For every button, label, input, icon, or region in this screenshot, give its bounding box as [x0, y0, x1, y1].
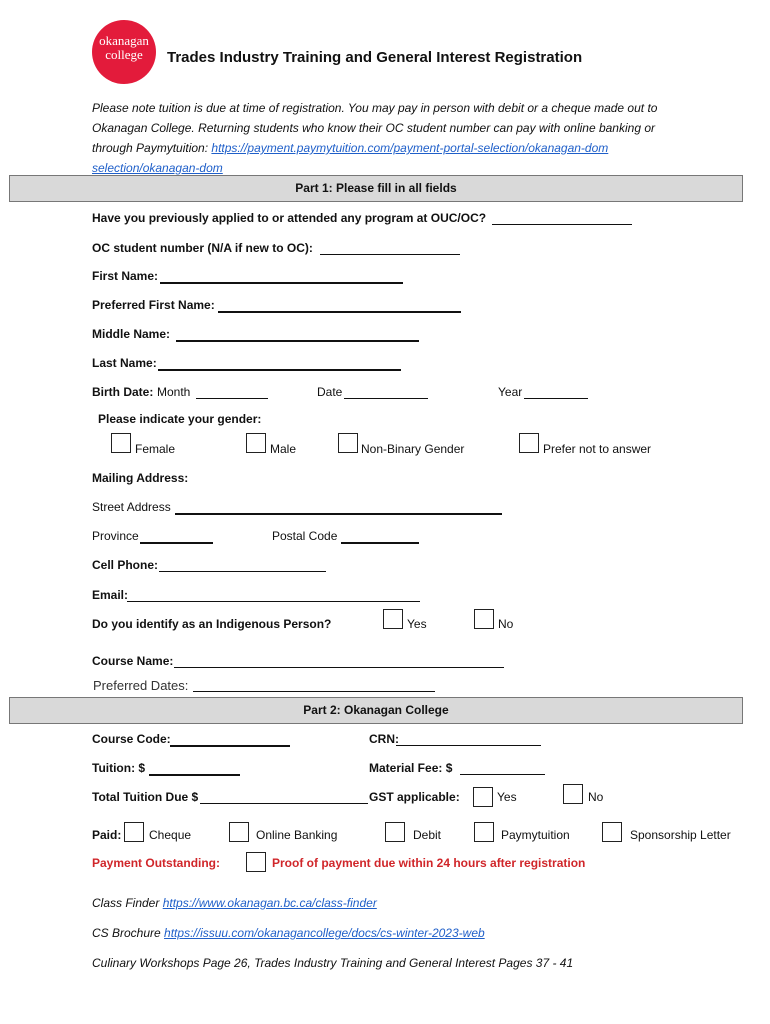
paid-label: Paid:: [92, 828, 122, 842]
paymytuition-link[interactable]: https://payment.paymytuition.com/payment-portal-selection/okanagan-dom selection/okanagan-dom: [92, 141, 609, 175]
indigenous-yes-label: Yes: [407, 617, 427, 631]
email-field[interactable]: [127, 601, 420, 602]
preferred-first-name-field[interactable]: [218, 311, 461, 313]
prefer-not-label: Prefer not to answer: [543, 442, 652, 456]
total-tuition-label: Total Tuition Due $: [92, 790, 199, 804]
student-number-field[interactable]: [320, 254, 460, 255]
gst-yes-checkbox[interactable]: [473, 787, 493, 807]
debit-checkbox[interactable]: [385, 822, 405, 842]
postal-code-label: Postal Code: [272, 529, 338, 543]
postal-code-field[interactable]: [341, 542, 419, 544]
pages-note: Culinary Workshops Page 26, Trades Industry Training and General Interest Pages 37 - 41: [92, 956, 574, 970]
proof-of-payment-note: Proof of payment due within 24 hours after registration: [272, 856, 586, 870]
female-checkbox[interactable]: [111, 433, 131, 453]
middle-name-field[interactable]: [176, 340, 419, 342]
course-code-field[interactable]: [170, 745, 290, 747]
gst-label: GST applicable:: [369, 790, 460, 804]
non-binary-checkbox[interactable]: [338, 433, 358, 453]
male-label: Male: [270, 442, 297, 456]
indigenous-no-checkbox[interactable]: [474, 609, 494, 629]
online-banking-checkbox[interactable]: [229, 822, 249, 842]
course-name-field[interactable]: [174, 667, 504, 668]
last-name-label: Last Name:: [92, 356, 157, 370]
year-field[interactable]: [524, 398, 588, 399]
crn-label: CRN:: [369, 732, 399, 746]
material-fee-field[interactable]: [460, 774, 545, 775]
class-finder-link[interactable]: https://www.okanagan.bc.ca/class-finder: [162, 896, 377, 910]
tuition-label: Tuition: $: [92, 761, 146, 775]
sponsorship-letter-label: Sponsorship Letter: [630, 828, 731, 842]
indigenous-yes-checkbox[interactable]: [383, 609, 403, 629]
gender-prompt: Please indicate your gender:: [98, 412, 262, 426]
province-field[interactable]: [140, 542, 213, 544]
okanagan-college-logo: [92, 20, 156, 84]
class-finder-line: [92, 896, 377, 910]
non-binary-label: Non-Binary Gender: [361, 442, 465, 456]
birth-date-label: Birth Date:: [92, 385, 154, 399]
student-number-label: OC student number (N/A if new to OC):: [92, 241, 313, 255]
applied-question: Have you previously applied to or attended any program at OUC/OC?: [92, 211, 487, 225]
preferred-first-name-label: Preferred First Name:: [92, 298, 215, 312]
logo-line1: okanagan: [99, 33, 149, 48]
year-label: Year: [498, 385, 523, 399]
crn-field[interactable]: [396, 745, 541, 746]
first-name-label: First Name:: [92, 269, 159, 283]
cheque-label: Cheque: [149, 828, 192, 842]
intro-text: Please note tuition is due at time of registration. You may pay in person with debit or a cheque made out to Okanagan College. Returning students who know their OC student number can pay with online banking or through Paymytuition:: [92, 101, 658, 155]
street-address-label: Street Address: [92, 500, 171, 514]
sponsorship-letter-checkbox[interactable]: [602, 822, 622, 842]
preferred-dates-label: Preferred Dates:: [93, 678, 189, 693]
last-name-field[interactable]: [158, 369, 401, 371]
total-tuition-field[interactable]: [200, 803, 368, 804]
month-label: Month: [157, 385, 191, 399]
logo-line2: college: [105, 47, 143, 62]
middle-name-label: Middle Name:: [92, 327, 171, 341]
applied-field[interactable]: [492, 224, 632, 225]
course-name-label: Course Name:: [92, 654, 174, 668]
brochure-link[interactable]: https://issuu.com/okanagancollege/docs/cs-winter-2023-web: [164, 926, 485, 940]
class-finder-label: Class Finder: [92, 896, 160, 910]
email-label: Email:: [92, 588, 129, 602]
mailing-address-label: Mailing Address:: [92, 471, 189, 485]
province-label: Province: [92, 529, 139, 543]
paymytuition-checkbox[interactable]: [474, 822, 494, 842]
preferred-dates-field[interactable]: [193, 691, 435, 692]
tuition-field[interactable]: [149, 774, 240, 776]
intro-paragraph: [92, 98, 692, 178]
gst-no-checkbox[interactable]: [563, 784, 583, 804]
indigenous-question: Do you identify as an Indigenous Person?: [92, 617, 332, 631]
part2-heading: Part 2: Okanagan College: [9, 697, 743, 724]
payment-outstanding-label: Payment Outstanding:: [92, 856, 221, 870]
month-field[interactable]: [196, 398, 268, 399]
date-label: Date: [317, 385, 343, 399]
date-field[interactable]: [344, 398, 428, 399]
street-address-field[interactable]: [175, 513, 502, 515]
material-fee-label: Material Fee: $: [369, 761, 453, 775]
debit-label: Debit: [413, 828, 442, 842]
indigenous-no-label: No: [498, 617, 514, 631]
course-code-label: Course Code:: [92, 732, 171, 746]
brochure-line: [92, 926, 485, 940]
gst-yes-label: Yes: [497, 790, 517, 804]
payment-outstanding-checkbox[interactable]: [246, 852, 266, 872]
cheque-checkbox[interactable]: [124, 822, 144, 842]
page-title: Trades Industry Training and General Interest Registration: [167, 49, 583, 66]
brochure-label: CS Brochure: [92, 926, 161, 940]
cell-phone-field[interactable]: [159, 571, 326, 572]
male-checkbox[interactable]: [246, 433, 266, 453]
online-banking-label: Online Banking: [256, 828, 338, 842]
paymytuition-label: Paymytuition: [501, 828, 570, 842]
female-label: Female: [135, 442, 176, 456]
cell-phone-label: Cell Phone:: [92, 558, 159, 572]
part1-heading: Part 1: Please fill in all fields: [9, 175, 743, 202]
first-name-field[interactable]: [160, 282, 403, 284]
gst-no-label: No: [588, 790, 604, 804]
prefer-not-checkbox[interactable]: [519, 433, 539, 453]
